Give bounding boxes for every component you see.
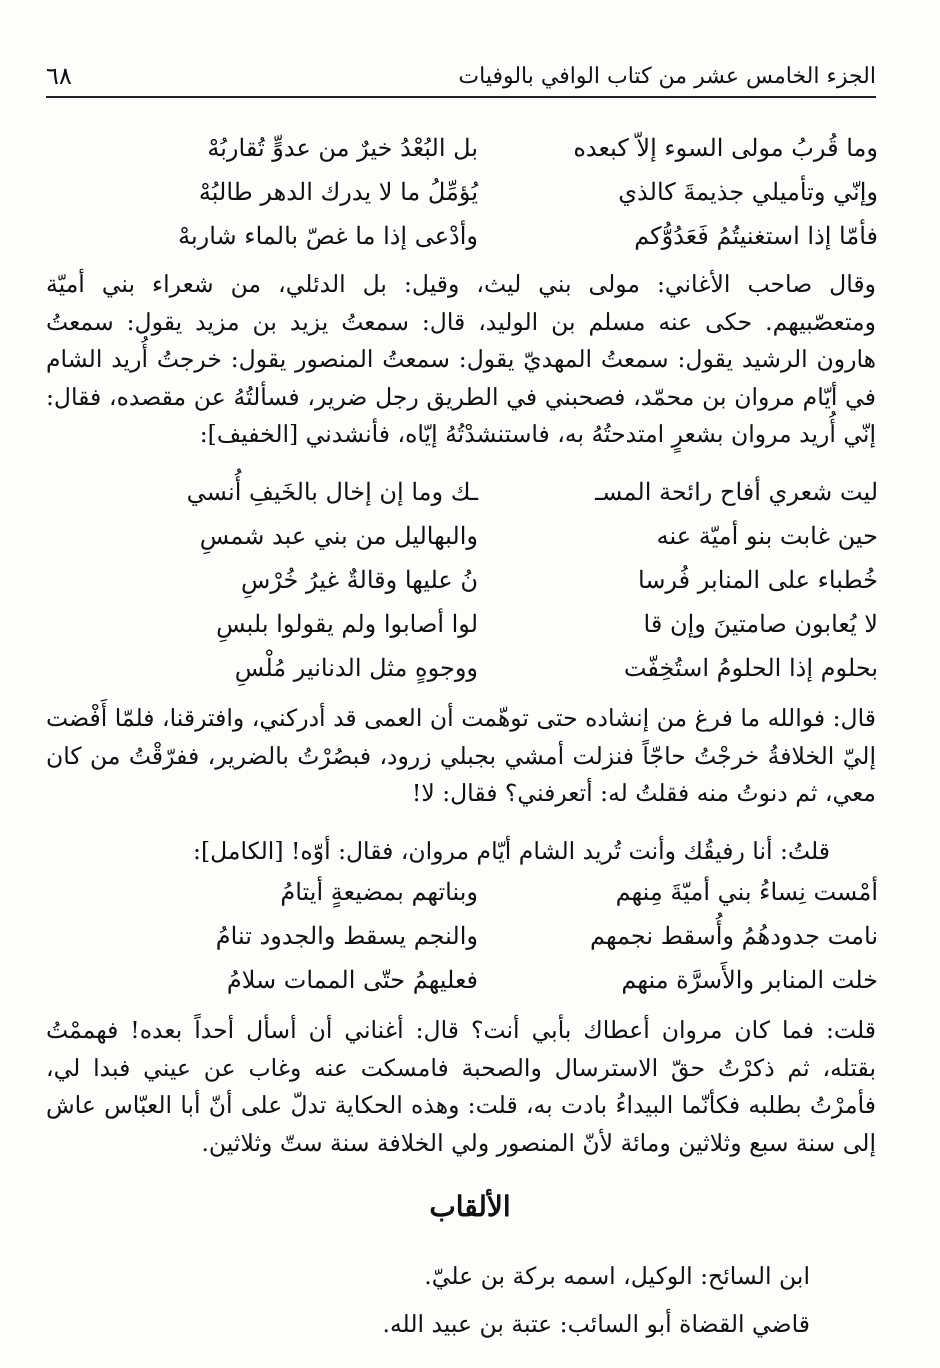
paragraph-story: قال: فوالله ما فرغ من إنشاده حتى توهّمت أن العمى قد أدركني، وافترقنا، فلمّا أَفْضت إليّ الخلافةُ خرجْتُ حاجّاً فنزلت أمشي بجبلي زرود، فبصُرْتُ بالضرير، ففرّقْتُ من كان معي، ثم دنوتُ منه فقلتُ له: أتعرفني؟ فقال: لا!: [46, 704, 876, 807]
verse-hemistich-first: أمْست نِساءُ بني أميّةَ مِنهم: [615, 878, 878, 906]
verse-hemistich-second: نُ عليها وقالةٌ غيرُ خُرْسِ: [241, 566, 478, 594]
verse-line: [84, 958, 878, 1002]
verse-hemistich-second: ـك وما إن إخال بالخَيفِ أُنسي: [186, 478, 478, 506]
verse-hemistich-second: والنجم يسقط والجدود تنامُ: [215, 922, 478, 950]
verse-line: [84, 602, 878, 646]
verse-hemistich-first: حين غابت بنو أميّة عنه: [656, 522, 878, 550]
poem-top: [84, 126, 878, 258]
verse-line: [84, 914, 878, 958]
verse-line: [84, 170, 878, 214]
verse-hemistich-second: يُؤمِّلُ ما لا يدرك الدهر طالبُهْ: [198, 178, 478, 206]
paragraph-aghani: وقال صاحب الأغاني: مولى بني ليث، وقيل: بل الدئلي، من شعراء بني أميّة ومتعصّبيهم. حكى عنه مسلم بن الوليد، قال: سمعتُ يزيد بن مزيد يقول: سمعتُ هارون الرشيد يقول: سمعتُ المهديّ يقول: سمعتُ المنصور يقول: خرجتُ أُريد الشام في أيّام مروان بن محمّد، فصحبني في الطريق رجل ضرير، فسألتُهُ عن مقصده، فقال: إنّي أُريد مروان بشعرٍ امتدحتُهُ به، فاستنشدْتُهُ إيّاه، فأنشدني [الخفيف]:: [46, 270, 876, 448]
running-title: الجزء الخامس عشر من كتاب الوافي بالوفيات: [458, 63, 876, 89]
verse-line: [84, 470, 878, 514]
verse-hemistich-second: والبهاليل من بني عبد شمسِ: [199, 522, 478, 550]
verse-hemistich-first: لا يُعابون صامتينَ وإن قا: [643, 610, 878, 638]
verse-hemistich-second: ووجوهٍ مثل الدنانير مُلْسِ: [234, 654, 478, 682]
page-number: ٦٨: [46, 62, 72, 90]
verse-line: [84, 126, 878, 170]
paragraph-ending: قلت: فما كان مروان أعطاك بأبي أنت؟ قال: أغناني أن أسأل أحداً بعده! فهممْتُ بقتله، ثم ذكرْتُ حقّ الاسترسال والصحبة فامسكت عنه وغاب عن عيني فبدا لي، فأمرْتُ بطلبه فكأنّما البيداءُ بادت به، قلت: وهذه الحكاية تدلّ على أنّ أبا العبّاس عاش إلى سنة سبع وثلاثين ومائة لأنّ المنصور ولي الخلافة سنة ستّ وثلاثين.: [46, 1016, 876, 1157]
list-item: ابن السائح: الوكيل، اسمه بركة بن عليّ.: [424, 1262, 810, 1290]
verse-hemistich-second: وبناتهم بمضيعةٍ أيتامُ: [280, 878, 478, 906]
verse-hemistich-first: خُطباء على المنابر فُرسا: [638, 566, 878, 594]
page-header: [46, 56, 876, 98]
verse-line: [84, 646, 878, 690]
verse-line: [84, 558, 878, 602]
poem-bottom: [84, 870, 878, 1002]
verse-hemistich-second: لوا أصابوا ولم يقولوا بلبسِ: [216, 610, 478, 638]
verse-hemistich-first: نامت جدودهُمُ وأُسقط نجمهم: [589, 922, 878, 950]
entries-list: [60, 1252, 810, 1348]
verse-line: [84, 870, 878, 914]
verse-hemistich-first: ليت شعري أفاح رائحة المسـ: [595, 478, 878, 506]
verse-hemistich-first: وما قُربُ مولى السوء إلاّ كبعده: [573, 134, 878, 162]
verse-line: [84, 514, 878, 558]
verse-hemistich-first: خلت المنابر والأَسرَّة منهم: [621, 966, 878, 994]
verse-line: [84, 214, 878, 258]
verse-hemistich-second: وأدْعى إذا ما غصّ بالماء شاربهْ: [178, 222, 478, 250]
paragraph-dialogue: قلتُ: أنا رفيقُك وأنت تُريد الشام أيّام مروان، فقال: أوّه! [الكامل]:: [193, 837, 830, 865]
verse-hemistich-first: بحلوم إذا الحلومُ استُخِفّت: [623, 654, 878, 682]
verse-hemistich-second: بل البُعْدُ خيرٌ من عدوٍّ تُقاربُهْ: [207, 134, 478, 162]
poem-middle: [84, 470, 878, 690]
verse-hemistich-second: فعليهمُ حتّى الممات سلامُ: [226, 966, 478, 994]
verse-hemistich-first: وإنّي وتأميلي جذيمةَ كالذي: [618, 178, 878, 206]
list-item: قاضي القضاة أبو السائب: عتبة بن عبيد الله.: [382, 1310, 810, 1338]
section-heading: الألقاب: [429, 1190, 511, 1223]
verse-hemistich-first: فأمّا إذا استغنيتُمُ فَعَدُوُّكم: [634, 222, 878, 250]
